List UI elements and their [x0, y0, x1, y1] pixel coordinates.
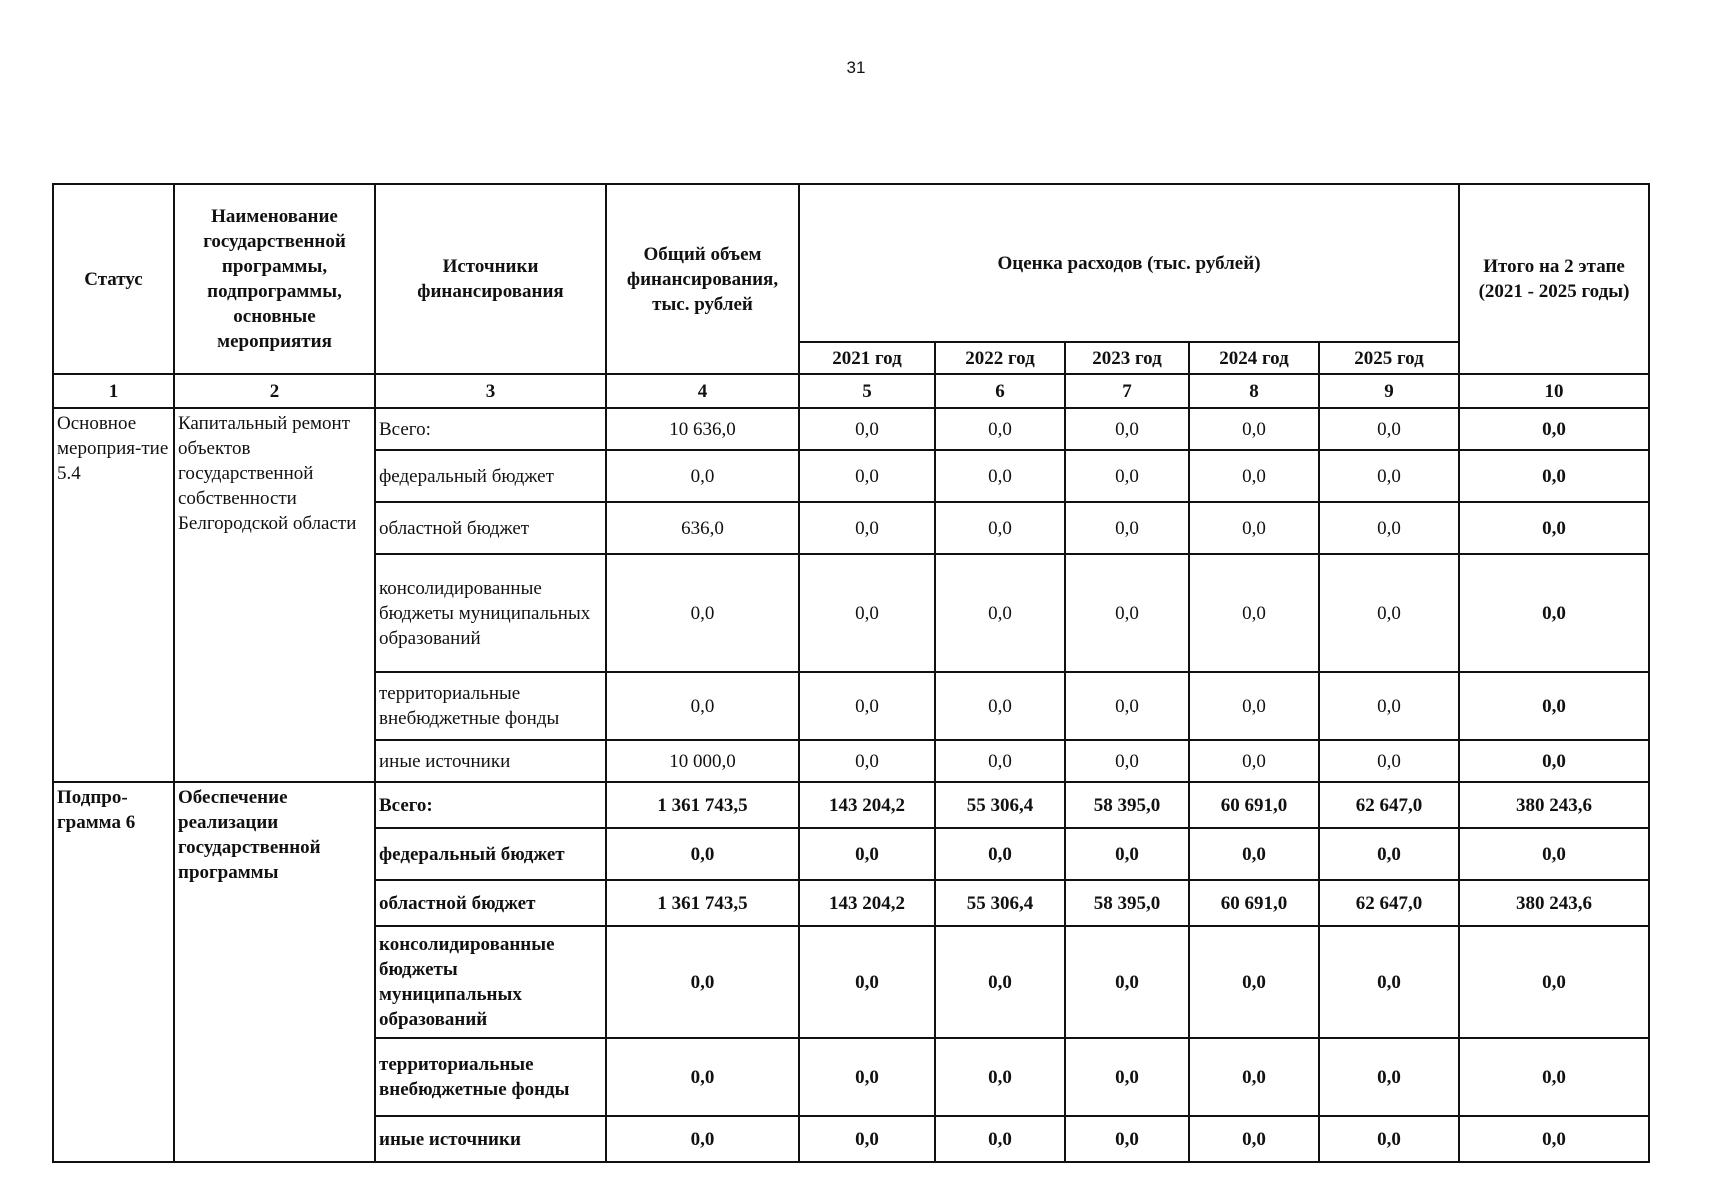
- year-value-cell: 0,0: [1065, 926, 1189, 1038]
- source-cell: иные источники: [375, 740, 606, 782]
- total-volume-cell: 0,0: [606, 672, 799, 740]
- year-value-cell: 0,0: [1189, 450, 1319, 502]
- stage-total-cell: 0,0: [1459, 554, 1649, 672]
- year-value-cell: 143 204,2: [799, 880, 935, 926]
- year-value-cell: 0,0: [799, 554, 935, 672]
- total-volume-cell: 0,0: [606, 1038, 799, 1116]
- year-value-cell: 0,0: [1065, 450, 1189, 502]
- header-year: 2023 год: [1065, 342, 1189, 374]
- source-cell: территориальные внебюджетные фонды: [375, 672, 606, 740]
- source-cell: консолидированные бюджеты муниципальных образований: [375, 554, 606, 672]
- year-value-cell: 143 204,2: [799, 782, 935, 828]
- source-cell: Всего:: [375, 408, 606, 450]
- source-cell: консолидированные бюджеты муниципальных образований: [375, 926, 606, 1038]
- column-number: 4: [606, 374, 799, 408]
- stage-total-cell: 0,0: [1459, 672, 1649, 740]
- year-value-cell: 60 691,0: [1189, 880, 1319, 926]
- year-value-cell: 0,0: [799, 740, 935, 782]
- year-value-cell: 0,0: [935, 408, 1065, 450]
- year-value-cell: 0,0: [1065, 502, 1189, 554]
- header-total-volume: Общий объем финансирования, тыс. рублей: [606, 184, 799, 374]
- year-value-cell: 58 395,0: [1065, 782, 1189, 828]
- year-value-cell: 0,0: [799, 502, 935, 554]
- table-row: [53, 782, 1649, 828]
- year-value-cell: 0,0: [799, 1116, 935, 1162]
- year-value-cell: 0,0: [799, 408, 935, 450]
- total-volume-cell: 10 636,0: [606, 408, 799, 450]
- year-value-cell: 55 306,4: [935, 782, 1065, 828]
- year-value-cell: 62 647,0: [1319, 880, 1459, 926]
- year-value-cell: 0,0: [1065, 672, 1189, 740]
- year-value-cell: 0,0: [1189, 502, 1319, 554]
- column-number: 8: [1189, 374, 1319, 408]
- year-value-cell: 0,0: [1065, 1038, 1189, 1116]
- year-value-cell: 0,0: [1189, 554, 1319, 672]
- year-value-cell: 0,0: [799, 828, 935, 880]
- column-number: 3: [375, 374, 606, 408]
- year-value-cell: 0,0: [1319, 1038, 1459, 1116]
- header-year: 2022 год: [935, 342, 1065, 374]
- year-value-cell: 0,0: [1319, 828, 1459, 880]
- year-value-cell: 0,0: [1065, 828, 1189, 880]
- header-year: 2021 год: [799, 342, 935, 374]
- year-value-cell: 0,0: [935, 1038, 1065, 1116]
- financing-table: [52, 183, 1650, 1163]
- column-number: 9: [1319, 374, 1459, 408]
- source-cell: иные источники: [375, 1116, 606, 1162]
- program-name-cell: Обеспечение реализации государственной программы: [174, 782, 375, 1162]
- year-value-cell: 0,0: [1189, 926, 1319, 1038]
- source-cell: федеральный бюджет: [375, 450, 606, 502]
- year-value-cell: 0,0: [799, 450, 935, 502]
- source-cell: федеральный бюджет: [375, 828, 606, 880]
- program-name-cell: Капитальный ремонт объектов государственной собственности Белгородской области: [174, 408, 375, 782]
- column-number: 5: [799, 374, 935, 408]
- year-value-cell: 0,0: [1319, 926, 1459, 1038]
- year-value-cell: 0,0: [799, 926, 935, 1038]
- year-value-cell: 0,0: [1319, 554, 1459, 672]
- column-number: 1: [53, 374, 174, 408]
- year-value-cell: 0,0: [1319, 408, 1459, 450]
- source-cell: областной бюджет: [375, 502, 606, 554]
- year-value-cell: 0,0: [935, 926, 1065, 1038]
- header-program-name: Наименование государственной программы, подпрограммы, основные мероприятия: [174, 184, 375, 374]
- year-value-cell: 0,0: [935, 672, 1065, 740]
- header-sources: Источники финансирования: [375, 184, 606, 374]
- year-value-cell: 0,0: [1189, 408, 1319, 450]
- year-value-cell: 0,0: [935, 502, 1065, 554]
- page-number: 31: [846, 58, 866, 77]
- total-volume-cell: 0,0: [606, 828, 799, 880]
- year-value-cell: 60 691,0: [1189, 782, 1319, 828]
- year-value-cell: 0,0: [935, 554, 1065, 672]
- year-value-cell: 0,0: [935, 740, 1065, 782]
- stage-total-cell: 380 243,6: [1459, 880, 1649, 926]
- column-number: 10: [1459, 374, 1649, 408]
- total-volume-cell: 10 000,0: [606, 740, 799, 782]
- status-cell: Основное мероприя-тие 5.4: [53, 408, 174, 782]
- stage-total-cell: 0,0: [1459, 450, 1649, 502]
- total-volume-cell: 0,0: [606, 926, 799, 1038]
- year-value-cell: 0,0: [1319, 672, 1459, 740]
- year-value-cell: 0,0: [1065, 740, 1189, 782]
- year-value-cell: 0,0: [935, 1116, 1065, 1162]
- total-volume-cell: 0,0: [606, 450, 799, 502]
- source-cell: областной бюджет: [375, 880, 606, 926]
- table-body: [53, 408, 1649, 1162]
- year-value-cell: 0,0: [799, 672, 935, 740]
- header-stage-total: Итого на 2 этапе (2021 - 2025 годы): [1459, 184, 1649, 374]
- header-estimate: Оценка расходов (тыс. рублей): [799, 184, 1459, 342]
- header-year: 2024 год: [1189, 342, 1319, 374]
- table-row: [53, 408, 1649, 450]
- year-value-cell: 62 647,0: [1319, 782, 1459, 828]
- source-cell: территориальные внебюджетные фонды: [375, 1038, 606, 1116]
- year-value-cell: 0,0: [1189, 740, 1319, 782]
- year-value-cell: 0,0: [1189, 828, 1319, 880]
- year-value-cell: 0,0: [935, 828, 1065, 880]
- stage-total-cell: 0,0: [1459, 740, 1649, 782]
- year-value-cell: 0,0: [1319, 450, 1459, 502]
- year-value-cell: 55 306,4: [935, 880, 1065, 926]
- year-value-cell: 0,0: [1189, 672, 1319, 740]
- year-value-cell: 0,0: [1319, 1116, 1459, 1162]
- stage-total-cell: 0,0: [1459, 1038, 1649, 1116]
- status-cell: Подпро-грамма 6: [53, 782, 174, 1162]
- total-volume-cell: 1 361 743,5: [606, 782, 799, 828]
- stage-total-cell: 0,0: [1459, 926, 1649, 1038]
- stage-total-cell: 0,0: [1459, 502, 1649, 554]
- year-value-cell: 0,0: [1065, 408, 1189, 450]
- year-value-cell: 0,0: [1319, 502, 1459, 554]
- total-volume-cell: 0,0: [606, 1116, 799, 1162]
- stage-total-cell: 0,0: [1459, 828, 1649, 880]
- year-value-cell: 0,0: [1065, 554, 1189, 672]
- total-volume-cell: 0,0: [606, 554, 799, 672]
- header-year: 2025 год: [1319, 342, 1459, 374]
- year-value-cell: 58 395,0: [1065, 880, 1189, 926]
- year-value-cell: 0,0: [1065, 1116, 1189, 1162]
- stage-total-cell: 380 243,6: [1459, 782, 1649, 828]
- year-value-cell: 0,0: [799, 1038, 935, 1116]
- total-volume-cell: 636,0: [606, 502, 799, 554]
- stage-total-cell: 0,0: [1459, 1116, 1649, 1162]
- column-number: 2: [174, 374, 375, 408]
- year-value-cell: 0,0: [1189, 1116, 1319, 1162]
- column-number: 7: [1065, 374, 1189, 408]
- source-cell: Всего:: [375, 782, 606, 828]
- column-number: 6: [935, 374, 1065, 408]
- stage-total-cell: 0,0: [1459, 408, 1649, 450]
- year-value-cell: 0,0: [1189, 1038, 1319, 1116]
- total-volume-cell: 1 361 743,5: [606, 880, 799, 926]
- year-value-cell: 0,0: [1319, 740, 1459, 782]
- header-status: Статус: [53, 184, 174, 374]
- year-value-cell: 0,0: [935, 450, 1065, 502]
